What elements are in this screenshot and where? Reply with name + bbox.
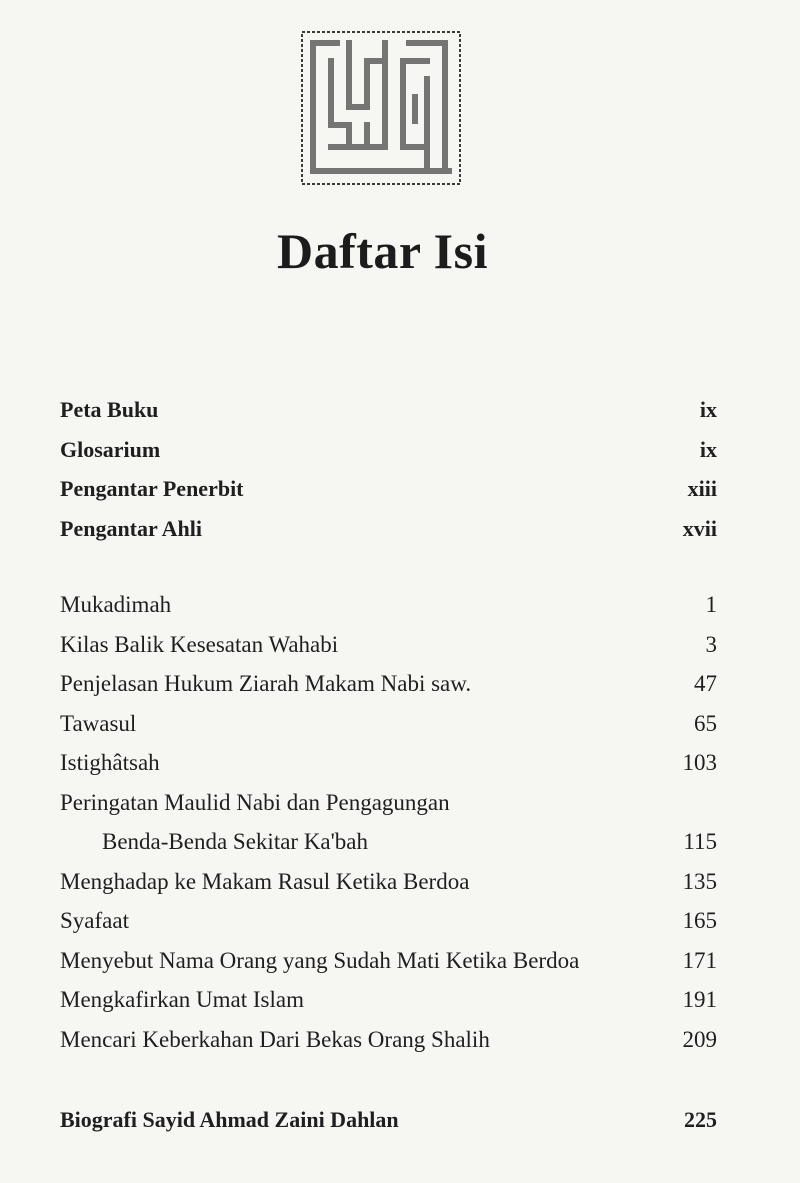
toc-entry-page: 165 [682, 908, 717, 933]
toc-entry-label: Mengkafirkan Umat Islam [60, 987, 304, 1012]
toc-entry-label: Biografi Sayid Ahmad Zaini Dahlan [60, 1107, 399, 1132]
toc-entry-label: Glosarium [60, 436, 161, 462]
toc-entry-label: Menyebut Nama Orang yang Sudah Mati Ketika Berdoa [60, 947, 580, 973]
toc-entry[interactable] [60, 1100, 717, 1140]
toc-entry[interactable] [60, 704, 717, 744]
toc-entry-label: Istighâtsah [60, 750, 160, 775]
toc-entry-continued[interactable] [60, 822, 717, 862]
toc-entry-page: 3 [705, 631, 717, 657]
toc-entry[interactable] [60, 743, 717, 783]
toc-entry-label: Mencari Keberkahan Dari Bekas Orang Shalih [60, 1026, 490, 1052]
toc-entry[interactable] [60, 941, 717, 981]
toc-entry[interactable] [60, 862, 717, 902]
toc-entry-label: Penjelasan Hukum Ziarah Makam Nabi saw. [60, 671, 472, 696]
toc-entry-page: 47 [694, 671, 717, 696]
chapter-list [60, 585, 717, 1059]
back-matter-list [60, 1100, 717, 1140]
toc-entry-label: Tawasul [60, 710, 137, 736]
toc-entry-label-continued: Benda-Benda Sekitar Ka'bah [102, 829, 368, 854]
toc-entry-page: 209 [682, 1026, 717, 1052]
toc-entry-page: 135 [682, 868, 717, 894]
toc-entry-label: Pengantar Penerbit [60, 476, 244, 501]
toc-entry-label: Syafaat [60, 908, 129, 933]
toc-entry-label: Menghadap ke Makam Rasul Ketika Berdoa [60, 868, 470, 894]
toc-entry[interactable] [60, 469, 717, 509]
toc-entry[interactable] [60, 901, 717, 941]
toc-entry-label: Kilas Balik Kesesatan Wahabi [60, 631, 339, 657]
page-title: Daftar Isi [276, 223, 488, 279]
toc-entry-page: xiii [687, 476, 717, 501]
toc-entry-page: 65 [694, 710, 717, 736]
front-matter-list [60, 390, 717, 548]
toc-entry[interactable] [60, 585, 717, 625]
toc-entry-page: xvii [682, 515, 717, 541]
toc-entry[interactable] [60, 390, 717, 430]
toc-entry[interactable] [60, 1020, 717, 1060]
toc-entry[interactable] [60, 625, 717, 665]
toc-entry-label: Pengantar Ahli [60, 515, 203, 541]
toc-entry-page: 115 [683, 829, 717, 854]
toc-entry-page: 1 [705, 592, 717, 617]
toc-entry-label: Peta Buku [60, 397, 159, 422]
kufic-calligraphy-emblem-icon [298, 28, 464, 188]
toc-entry[interactable] [60, 783, 717, 823]
toc-entry-label: Mukadimah [60, 592, 172, 617]
toc-entry-page: 171 [682, 947, 717, 973]
toc-entry[interactable] [60, 980, 717, 1020]
toc-entry-page: 225 [684, 1107, 717, 1132]
toc-entry-page: ix [699, 397, 717, 422]
toc-entry-page: 103 [682, 750, 717, 775]
toc-entry[interactable] [60, 664, 717, 704]
toc-entry[interactable] [60, 509, 717, 549]
toc-entry-label: Peringatan Maulid Nabi dan Pengagungan [60, 789, 450, 815]
toc-entry[interactable] [60, 430, 717, 470]
toc-entry-page: ix [699, 436, 717, 462]
toc-entry-page: 191 [682, 987, 717, 1012]
